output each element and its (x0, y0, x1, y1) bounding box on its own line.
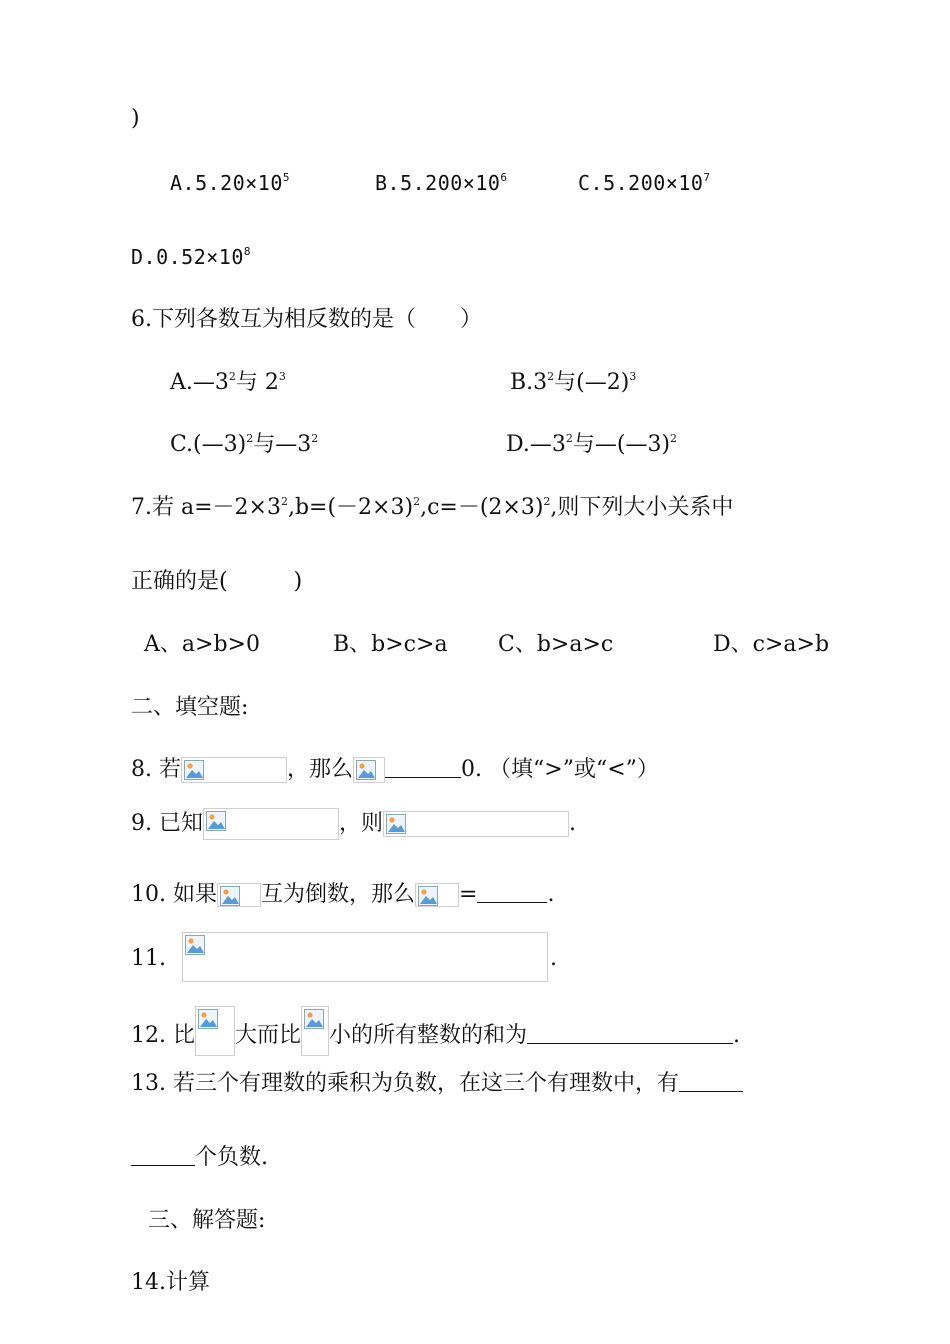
q6-option-b: $B.3^2$与(—2)$^3$ (510, 370, 637, 395)
q8: 8. 若 ，那么 0. （填“>”或“<”） (131, 757, 659, 782)
q14-heading: 14.计算 (131, 1270, 210, 1295)
broken-image-icon (195, 1006, 235, 1056)
answer-blank[interactable] (385, 755, 461, 778)
broken-image-icon (181, 757, 287, 783)
broken-image-icon (203, 808, 339, 840)
q7-option-d: D、c>a>b (713, 632, 830, 657)
q9: 9. 已知 ，则 . (131, 808, 576, 840)
q7-stem-line2: 正确的是( ) (131, 569, 303, 594)
q6-option-c: C.(—3)$^2$与$—3^2$ (170, 432, 319, 457)
broken-image-icon (301, 1006, 329, 1056)
q5-option-a: $A.5.20\times 10^5$ (170, 171, 291, 195)
q13-line1: 13. 若三个有理数的乘积为负数，在这三个有理数中，有 (131, 1069, 743, 1099)
broken-image-icon (353, 757, 385, 783)
section-3-heading: 三、解答题: (148, 1208, 266, 1233)
broken-image-icon (217, 883, 261, 907)
broken-image-icon (182, 932, 548, 982)
q12: 12. 比 大而比 小的所有整数的和为 . (131, 1006, 740, 1056)
q7-option-c: C、b>a>c (498, 632, 614, 657)
q5-option-d: $D.0.52\times 10^8$ (131, 245, 252, 269)
q5-option-b: $B.5.200\times 10^6$ (375, 171, 508, 195)
q7-option-b: B、b>c>a (333, 632, 448, 657)
answer-blank[interactable] (679, 1069, 743, 1092)
q7-stem-line1: 7.若 $a=-2\times 3^2,b=(-2\times 3)^2,c=-(2\times 3)^2$,则下列大小关系中 (131, 495, 734, 520)
q6-option-d: $D.—3^2$与—(—3)$^2$ (506, 432, 678, 457)
q13-line2: 个负数. (131, 1143, 268, 1173)
section-2-heading: 二、填空题: (131, 695, 249, 720)
q11-period: . (550, 946, 557, 971)
q7-option-a: A、a>b>0 (144, 632, 260, 657)
answer-blank[interactable] (477, 880, 547, 903)
broken-image-icon (383, 811, 569, 837)
q10: 10. 如果 互为倒数，那么 = . (131, 882, 555, 907)
answer-blank[interactable] (527, 1021, 733, 1044)
q11-number: 11. (131, 946, 166, 971)
q5-option-c: $C.5.200\times 10^7$ (578, 171, 711, 195)
broken-image-icon (415, 883, 459, 907)
q5-paren: ) (131, 106, 140, 131)
q6-option-a: $A.—3^2$与 $2^3$ (170, 370, 286, 395)
answer-blank[interactable] (131, 1143, 195, 1166)
q6-stem: 6.下列各数互为相反数的是（ ） (131, 307, 482, 332)
